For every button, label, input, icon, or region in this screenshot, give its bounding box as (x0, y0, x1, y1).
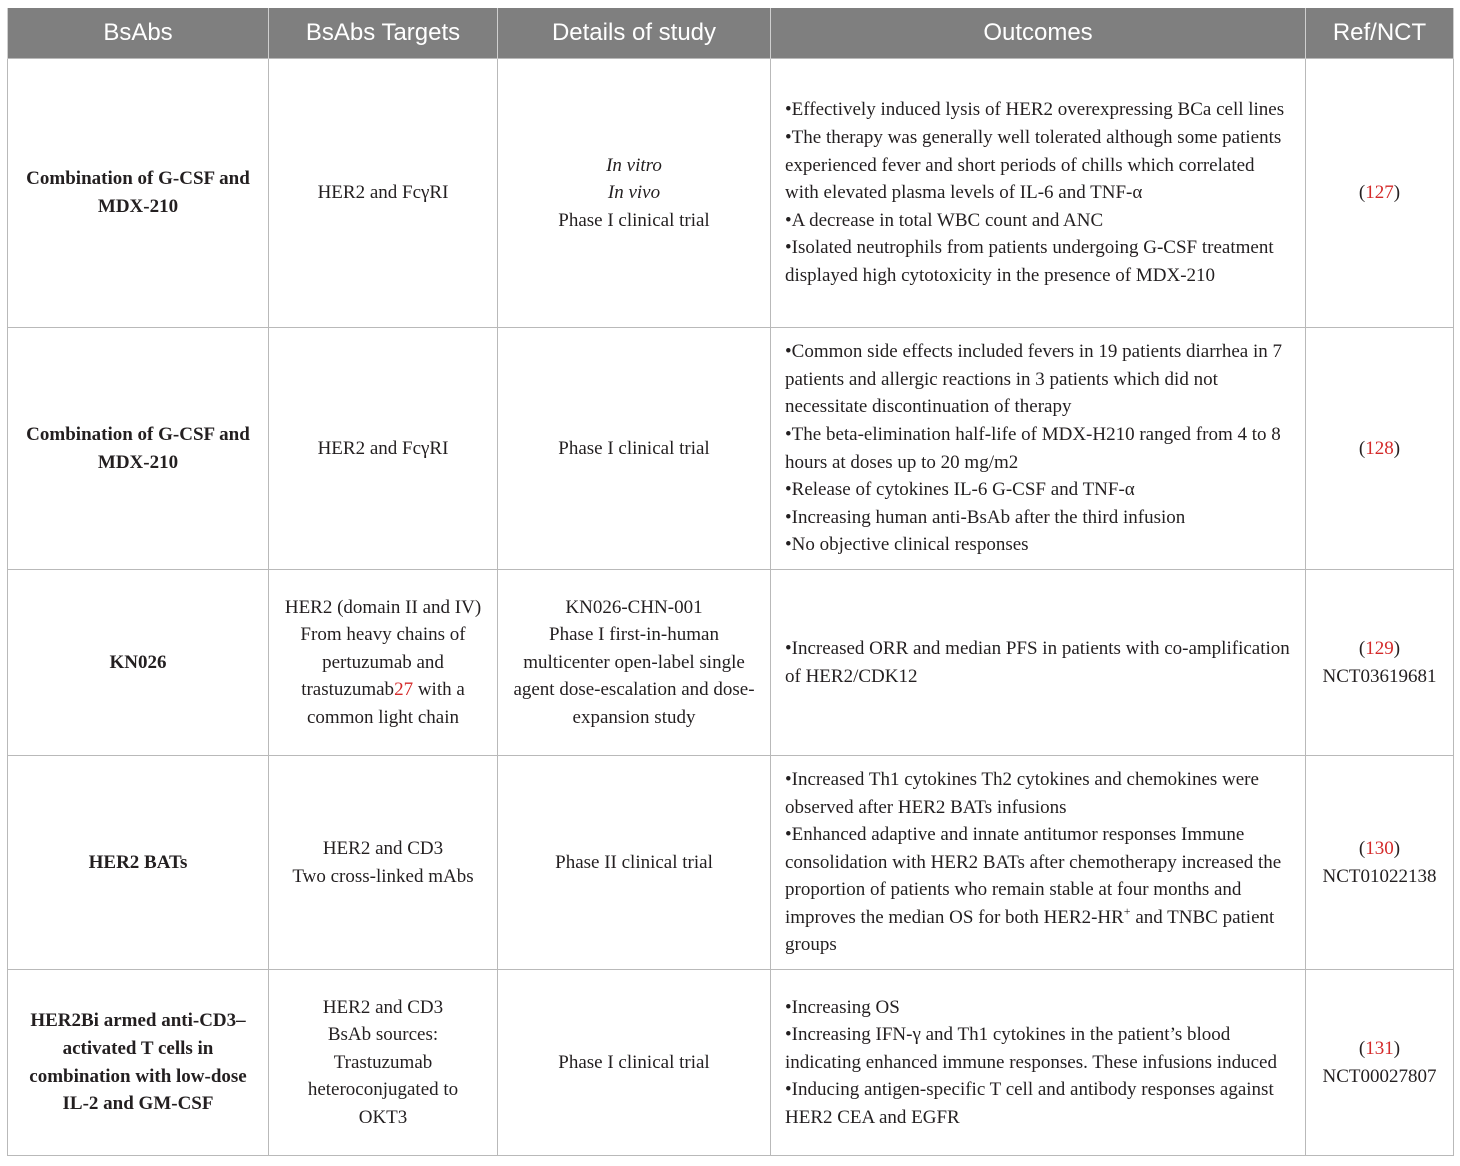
bsab-targets: HER2 and CD3 BsAb sources: Trastuzumab heteroconjugated to OKT3 (269, 970, 498, 1156)
ref-link[interactable]: 130 (1365, 837, 1394, 859)
study-details: Phase II clinical trial (498, 756, 771, 970)
study-details: Phase I clinical trial (498, 328, 771, 570)
ref-link[interactable]: 128 (1365, 437, 1394, 459)
ref-nct: (131) NCT00027807 (1306, 970, 1454, 1156)
outcome-item: •Increased ORR and median PFS in patients with co-amplification of HER2/CDK12 (785, 637, 1290, 687)
ref-nct: (127) (1306, 59, 1454, 328)
nct-id: NCT00027807 (1322, 1065, 1437, 1087)
nct-id: NCT01022138 (1322, 865, 1437, 887)
outcome-item: •Increasing IFN-γ and Th1 cytokines in the patient’s blood indicating enhanced immune responses. These infusions induced (785, 1024, 1277, 1073)
outcomes (771, 570, 1306, 756)
ref-nct: (129) NCT03619681 (1306, 570, 1454, 756)
table-row (8, 328, 1454, 570)
bsab-targets: HER2 and FcγRI (269, 59, 498, 328)
study-details: KN026-CHN-001 Phase I first-in-human multicenter open-label single agent dose-escalation and dose-expansion study (498, 570, 771, 756)
studies-table (7, 8, 1454, 1156)
study-details: In vitro In vivo Phase I clinical trial (498, 59, 771, 328)
bsab-targets: HER2 and FcγRI (269, 328, 498, 570)
outcomes (771, 970, 1306, 1156)
bsab-name: Combination of G-CSF and MDX-210 (8, 59, 269, 328)
outcome-item: •The beta-elimination half-life of MDX-H210 ranged from 4 to 8 hours at doses up to 20 mg/m2 (785, 423, 1281, 473)
outcome-item: •Increasing human anti-BsAb after the third infusion (785, 506, 1186, 528)
header-row (8, 8, 1454, 59)
bsab-name: HER2Bi armed anti-CD3–activated T cells in combination with low-dose IL-2 and GM-CSF (8, 970, 269, 1156)
outcome-item: •Inducing antigen-specific T cell and antibody responses against HER2 CEA and EGFR (785, 1079, 1274, 1128)
header-ref-nct: Ref/NCT (1306, 8, 1454, 59)
ref-nct: (128) (1306, 328, 1454, 570)
table-row (8, 756, 1454, 970)
header-outcomes: Outcomes (771, 8, 1306, 59)
outcomes (771, 328, 1306, 570)
bsab-targets: HER2 and CD3 Two cross-linked mAbs (269, 756, 498, 970)
outcome-item: •Release of cytokines IL-6 G-CSF and TNF-α (785, 479, 1135, 501)
bsab-name: HER2 BATs (8, 756, 269, 970)
outcome-item: •The therapy was generally well tolerated although some patients experienced fever and short periods of chills which correlated with elevated plasma levels of IL-6 and TNF-α (785, 127, 1282, 204)
outcome-item: •Isolated neutrophils from patients undergoing G-CSF treatment displayed high cytotoxicity in the presence of MDX-210 (785, 237, 1274, 286)
outcome-item: •Enhanced adaptive and innate antitumor responses Immune consolidation with HER2 BATs after chemotherapy increased the proportion of patients who remain stable at four months and improves the median OS for both HER2-HR+ and TNBC patient groups (785, 824, 1282, 956)
table-row (8, 970, 1454, 1156)
bsab-targets: HER2 (domain II and IV) From heavy chains of pertuzumab and trastuzumab27 with a common light chain (269, 570, 498, 756)
outcome-item: •No objective clinical responses (785, 534, 1029, 556)
outcomes (771, 59, 1306, 328)
table-row (8, 59, 1454, 328)
outcome-item: •Increasing OS (785, 996, 900, 1018)
outcomes (771, 756, 1306, 970)
outcome-item: •A decrease in total WBC count and ANC (785, 209, 1104, 231)
header-bsabs: BsAbs (8, 8, 269, 59)
table-row (8, 570, 1454, 756)
header-details: Details of study (498, 8, 771, 59)
ref-link[interactable]: 129 (1365, 637, 1394, 659)
ref-link[interactable]: 127 (1365, 182, 1394, 204)
outcome-item: •Effectively induced lysis of HER2 overexpressing BCa cell lines (785, 99, 1285, 121)
ref-link[interactable]: 131 (1365, 1037, 1394, 1059)
ref-nct: (130) NCT01022138 (1306, 756, 1454, 970)
header-targets: BsAbs Targets (269, 8, 498, 59)
footnote-link[interactable]: 27 (394, 679, 414, 701)
nct-id: NCT03619681 (1322, 665, 1437, 687)
outcome-item: •Increased Th1 cytokines Th2 cytokines and chemokines were observed after HER2 BATs infusions (785, 768, 1259, 818)
bsab-name: KN026 (8, 570, 269, 756)
outcome-item: •Common side effects included fevers in 19 patients diarrhea in 7 patients and allergic reactions in 3 patients which did not necessitate discontinuation of therapy (785, 341, 1282, 418)
study-details: Phase I clinical trial (498, 970, 771, 1156)
bsab-name: Combination of G-CSF and MDX-210 (8, 328, 269, 570)
